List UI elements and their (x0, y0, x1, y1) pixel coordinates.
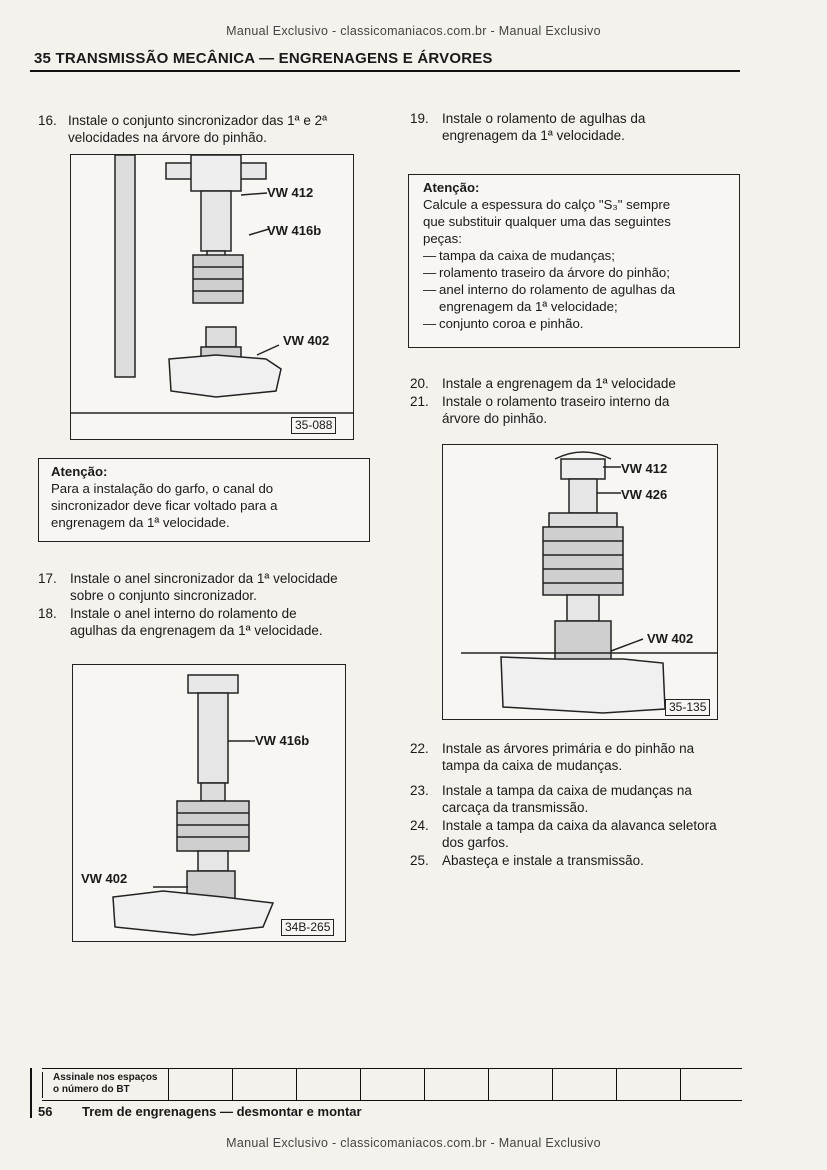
attention-list (423, 247, 731, 332)
attention-line: peças: (423, 231, 462, 246)
tool-label-vw426: VW 426 (621, 487, 668, 502)
attention-box-garfo (38, 458, 370, 542)
attention-list-item: — anel interno do rolamento de agulhas da engrenagem da 1ª velocidade; (423, 281, 731, 315)
bt-box-label-line: Assinale nos espaços (53, 1072, 158, 1083)
step-text-line: Instale a tampa da caixa de mudanças na (442, 783, 692, 798)
watermark-top: Manual Exclusivo - classicomaniacos.com.br - Manual Exclusivo (226, 24, 601, 38)
step-23 (410, 782, 750, 816)
figure-code: 34B-265 (281, 919, 334, 936)
step-text-line: Instale o rolamento de agulhas da (442, 111, 646, 126)
step-text-line: agulhas da engrenagem da 1ª velocidade. (70, 623, 323, 638)
step-number: 21. (410, 394, 429, 409)
needle-bearing-press-illustration (73, 665, 345, 941)
step-21 (410, 393, 750, 427)
bt-box-label (42, 1072, 168, 1098)
figure-35-088 (70, 154, 354, 440)
step-number: 18. (38, 606, 57, 621)
figure-34b-265 (72, 664, 346, 942)
step-20 (410, 375, 750, 392)
figure-code: 35-088 (291, 417, 336, 434)
bt-number-boxes (42, 1068, 742, 1101)
step-18 (38, 605, 378, 639)
attention-title: Atenção: (423, 180, 480, 195)
figure-code: 35-135 (665, 699, 710, 716)
bt-number-cell (424, 1069, 425, 1100)
step-text-line: Instale o anel interno do rolamento de (70, 606, 297, 621)
first-gear-press-illustration (443, 445, 717, 719)
footer-title: Trem de engrenagens — desmontar e montar (82, 1104, 362, 1119)
tool-label-vw412: VW 412 (267, 185, 314, 200)
footer-left-rule (30, 1068, 32, 1118)
step-17 (38, 570, 378, 604)
bt-number-cell (232, 1069, 233, 1100)
page-header-title: 35 TRANSMISSÃO MECÂNICA — ENGRENAGENS E ÁRVORES (34, 50, 493, 67)
attention-line: engrenagem da 1ª velocidade. (51, 515, 230, 530)
step-text-line: Instale o conjunto sincronizador das 1ª e 2ª (68, 113, 328, 128)
header-rule (30, 70, 740, 72)
bt-number-cell (616, 1069, 617, 1100)
step-text-line: carcaça da transmissão. (442, 800, 589, 815)
step-text-line: Instale as árvores primária e do pinhão na (442, 741, 695, 756)
bt-number-cell (552, 1069, 553, 1100)
bt-number-cell (360, 1069, 361, 1100)
tool-label-vw412: VW 412 (621, 461, 668, 476)
bt-number-cell (488, 1069, 489, 1100)
step-text-line: Instale o anel sincronizador da 1ª velocidade (70, 571, 338, 586)
bt-box-label-line: o número do BT (53, 1084, 130, 1095)
step-text-line: Abasteça e instale a transmissão. (442, 853, 644, 868)
attention-box-shim (408, 174, 740, 348)
step-number: 19. (410, 111, 429, 126)
step-19 (410, 110, 750, 144)
step-22 (410, 740, 750, 774)
step-text-line: dos garfos. (442, 835, 509, 850)
tool-label-vw416b: VW 416b (267, 223, 322, 238)
step-number: 25. (410, 853, 429, 868)
attention-list-item: — conjunto coroa e pinhão. (423, 315, 731, 332)
attention-title: Atenção: (51, 464, 108, 479)
page-number: 56 (38, 1104, 53, 1119)
attention-line: sincronizador deve ficar voltado para a (51, 498, 278, 513)
step-number: 17. (38, 571, 57, 586)
step-text-line: árvore do pinhão. (442, 411, 548, 426)
bt-number-cell (168, 1069, 169, 1100)
step-25 (410, 852, 750, 869)
watermark-bottom: Manual Exclusivo - classicomaniacos.com.br - Manual Exclusivo (226, 1136, 601, 1150)
attention-list-item: — rolamento traseiro da árvore do pinhão; (423, 264, 731, 281)
step-text-line: Instale o rolamento traseiro interno da (442, 394, 670, 409)
attention-list-item: — tampa da caixa de mudanças; (423, 247, 731, 264)
step-text-line: engrenagem da 1ª velocidade. (442, 128, 625, 143)
step-16 (38, 112, 378, 146)
bt-number-cell (296, 1069, 297, 1100)
bt-number-cell (680, 1069, 681, 1100)
step-text-line: sobre o conjunto sincronizador. (70, 588, 257, 603)
step-text-line: Instale a engrenagem da 1ª velocidade (442, 376, 676, 391)
attention-line: Calcule a espessura do calço "S₃" sempre (423, 197, 671, 212)
step-text-line: Instale a tampa da caixa da alavanca seletora (442, 818, 717, 833)
step-number: 23. (410, 783, 429, 798)
tool-label-vw402: VW 402 (647, 631, 694, 646)
attention-line: Para a instalação do garfo, o canal do (51, 481, 274, 496)
step-text-line: tampa da caixa de mudanças. (442, 758, 623, 773)
step-number: 22. (410, 741, 429, 756)
step-24 (410, 817, 760, 851)
tool-label-vw416b: VW 416b (255, 733, 310, 748)
tool-label-vw402: VW 402 (81, 871, 128, 886)
step-number: 24. (410, 818, 429, 833)
step-text-line: velocidades na árvore do pinhão. (68, 130, 267, 145)
figure-35-135 (442, 444, 718, 720)
tool-label-vw402: VW 402 (283, 333, 330, 348)
attention-line: que substituir qualquer uma das seguintes (423, 214, 671, 229)
step-number: 20. (410, 376, 429, 391)
step-number: 16. (38, 113, 57, 128)
